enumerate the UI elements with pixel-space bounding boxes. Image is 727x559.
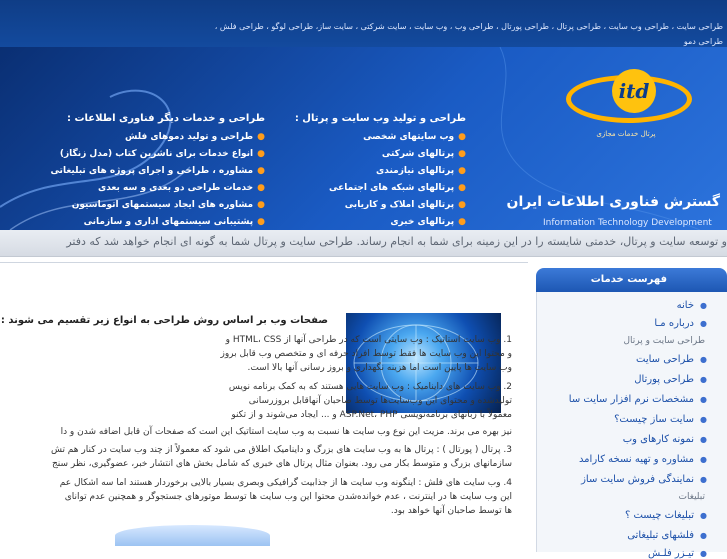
bullet-icon: ● — [458, 166, 466, 176]
web-service-item: ●پرتالهای شرکتی — [381, 149, 466, 159]
web-service-item: ●وب سایتهای شخصی — [363, 132, 466, 142]
content-line: 1. وب سایت استاتیک : وب سایتی است که در طراحی آنها از HTML، CSS و — [225, 335, 512, 345]
sidebar-item-about[interactable]: ●درباره مـا — [654, 318, 707, 329]
bullet-icon: ● — [700, 475, 707, 484]
bullet-icon: ● — [700, 435, 707, 444]
sidebar-item-site-design[interactable]: ●طراحی سایت — [636, 354, 707, 365]
web-service-item: ●پرتالهای خبری — [390, 217, 466, 227]
content-line: این وب سایت ها در اینترنت ، عدم خوانده‌شدن محتوا این وب سایت ها توسط موتورهای جستجوگر و همچنین عدم توانای — [64, 492, 512, 502]
sidebar-item-reseller[interactable]: ●نمایندگی فروش سایت ساز — [581, 474, 707, 485]
bullet-icon: ● — [257, 200, 265, 210]
sidebar-header: فهرست خدمات — [536, 268, 727, 292]
bullet-icon: ● — [458, 132, 466, 142]
main-content — [0, 262, 528, 546]
it-service-item: ●مشاوره های ایجاد سیستمهای اتوماسیون — [71, 200, 265, 210]
web-services-list — [294, 113, 466, 230]
content-line: 3. پرتال ( پورتال ) : پرتال ها به وب سایت های بزرگ و داینامیک اطلاق می شود که معمولاً از چند وب سایت در کنار هم تش — [50, 445, 512, 455]
section-heading: صفحات وب بر اساس روش طراحی به انواع زیر تقسیم می شوند : — [0, 315, 328, 326]
sidebar-menu — [536, 292, 727, 559]
bullet-icon: ● — [700, 301, 707, 310]
company-name-fa: گسترش فناوری اطلاعات ایران — [506, 194, 720, 210]
it-service-item: ●خدمات طراحی دو بعدی و سه بعدی — [97, 183, 265, 193]
bullet-icon: ● — [700, 355, 707, 364]
logo-tagline: پرتال خدمات مجازی — [596, 130, 656, 138]
top-keyword-line: طراحی سایت ، طراحی وب سایت ، طراحی پرتال ، طراحی پورتال ، طراحی وب ، وب سایت ، سایت شرکتی ، سایت ساز، طراحی لوگو ، طراحی فلش ، — [214, 22, 723, 31]
content-line: تولیدشده و محتوای این وب‌سایت‌ها توسط صاحبان آنهاقابل بروزرسانی — [248, 396, 512, 406]
bullet-icon: ● — [700, 455, 707, 464]
web-service-item: ●پرتالهای املاک و کاریابی — [344, 200, 466, 210]
bullet-icon: ● — [700, 375, 707, 384]
bullet-icon: ● — [257, 132, 265, 142]
bullet-icon: ● — [700, 549, 707, 558]
bullet-icon: ● — [257, 149, 265, 159]
bullet-icon: ● — [700, 531, 707, 540]
top-keyword-bar — [0, 0, 727, 47]
content-line: وب سایت ها پایین است اما هزینه نگهداری و بروز رسانی آنها بالا است. — [247, 363, 512, 373]
logo-disc: itd — [612, 69, 656, 113]
it-service-item: ●مشاوره ، طراحی و اجرای پروژه های تبلیغاتی — [50, 166, 265, 176]
web-services-title: طراحی و تولید وب سایت و پرتال : — [294, 113, 466, 124]
bullet-icon: ● — [700, 511, 707, 520]
content-line: ها توسط صاحبان آنها خواهد بود. — [390, 506, 512, 516]
company-logo[interactable] — [566, 69, 692, 138]
sidebar-item-flash-teaser[interactable]: ●تیـزر فلـش — [647, 548, 707, 559]
content-line: 4. وب سایت های فلش : اینگونه وب سایت ها از جذابیت گرافیکی وبصری بسیار بالایی برخوردار هستند اما سه اشکال عم — [59, 478, 512, 488]
it-service-item: ●طراحی و تولید دموهای فلش — [124, 132, 265, 142]
slogan-marquee — [0, 230, 727, 257]
bullet-icon: ● — [257, 166, 265, 176]
bullet-icon: ● — [458, 217, 466, 227]
it-service-item: ●انواع خدمات برای ناشرین کتاب (مدل زنگاز) — [59, 149, 265, 159]
sidebar-item-home[interactable]: ●خانه — [676, 300, 707, 311]
bullet-icon: ● — [257, 217, 265, 227]
sidebar-item-what-ads[interactable]: ●تبلیغات چیست ؟ — [624, 510, 707, 521]
web-service-item: ●پرتالهای نیازمندی — [376, 166, 466, 176]
bullet-icon: ● — [458, 149, 466, 159]
top-keyword-line-2: طراحی دمو — [683, 37, 723, 46]
header-banner — [0, 47, 727, 230]
sidebar-section-web-design: طراحی سایت و پرتال — [623, 336, 705, 346]
content-line: سازمانهای بزرگ و متوسط بکار می رود. بعنوان مثال پرتال های خبری که شامل بخش های انتشار خبر، عضوگیری، نظر سنج — [51, 459, 512, 469]
web-service-item: ●پرتالهای شبکه های اجتماعی — [329, 183, 466, 193]
content-line: 2. وب سایت های داینامیک : وب سایت هایی هستند که به کمک برنامه نویس — [228, 382, 512, 392]
it-service-item: ●پشتیبانی سیستمهای اداری و سازمانی — [83, 217, 265, 227]
bullet-icon: ● — [700, 415, 707, 424]
content-line: و محتوا این وب سایت ها فقط توسط افراد حرفه ای و متخصص وب قابل بروز — [220, 349, 512, 359]
it-services-list — [50, 113, 265, 230]
bullet-icon: ● — [700, 319, 707, 328]
sidebar-item-site-builder[interactable]: ●سایت ساز چیست؟ — [614, 414, 707, 425]
bullet-icon: ● — [257, 183, 265, 193]
it-services-title: طراحی و خدمات دیگر فناوری اطلاعات : — [67, 113, 265, 124]
content-line: معمولاً با زبانهای برنامه‌نویسی ASP.Net، PHP و ... ایجاد می‌شوند و از تکنو — [231, 410, 512, 420]
services-sidebar — [536, 268, 727, 559]
bottom-illustration — [115, 525, 270, 546]
sidebar-item-consulting[interactable]: ●مشاوره و تهیه نسخه کارامد — [578, 454, 707, 465]
sidebar-item-software-specs[interactable]: ●مشخصات نرم افزار سایت سا — [568, 394, 707, 405]
sidebar-item-web-samples[interactable]: ●نمونه کارهای وب — [622, 434, 707, 445]
sidebar-section-ads: تبلیغات — [678, 492, 705, 502]
sidebar-item-flash-ads[interactable]: ●فلشهای تبلیغاتی — [627, 530, 707, 541]
company-name-en: Information Technology Development — [543, 218, 712, 228]
bullet-icon: ● — [458, 200, 466, 210]
sidebar-item-portal-design[interactable]: ●طراحی پورتال — [634, 374, 707, 385]
bullet-icon: ● — [458, 183, 466, 193]
bullet-icon: ● — [700, 395, 707, 404]
slogan-text: و توسعه سایت و پرتال، خدمتی شایسته را در این زمینه برای شما به انجام رساند. طراحی سایت و پرتال شما به گونه ای انجام خواهد شد که دفتر — [66, 235, 727, 248]
content-line: نیز بهره می برند. مزیت این نوع وب سایت ها نسبت به وب سایت استاتیک این است که صفحات آن قابل اضافه شدن و دا — [60, 427, 512, 437]
